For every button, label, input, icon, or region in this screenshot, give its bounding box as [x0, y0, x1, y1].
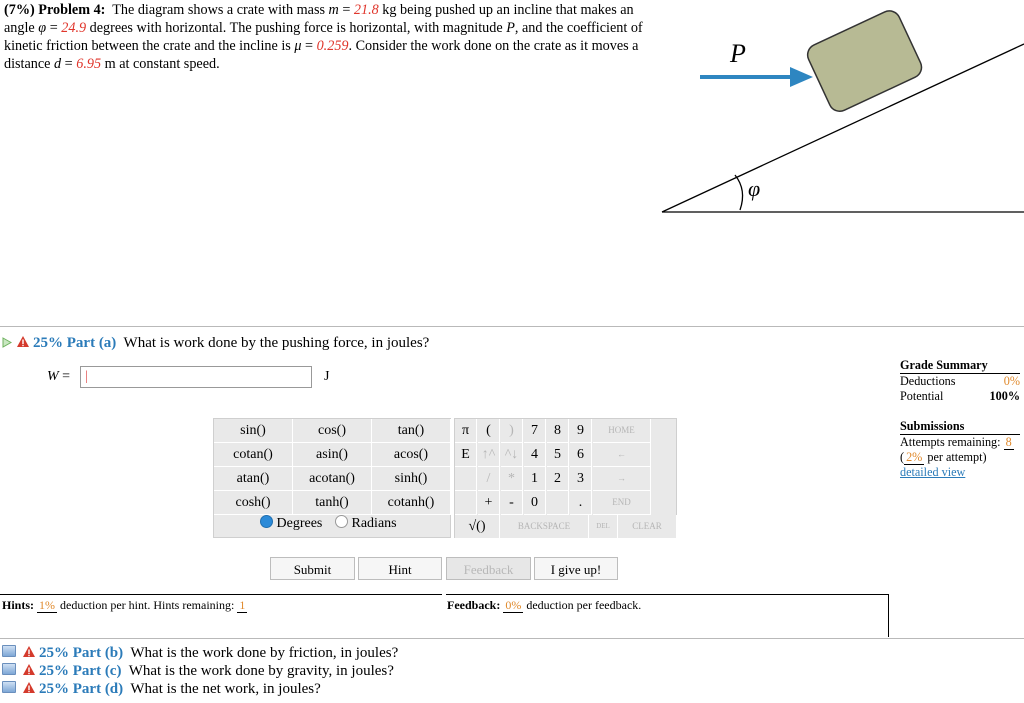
delete-key[interactable]: DEL — [589, 515, 618, 539]
answer-variable — [47, 369, 70, 385]
problem-text: kg being pushed up an incline that makes an angle — [4, 2, 634, 36]
variable-symbol: W — [47, 369, 59, 384]
radians-option[interactable] — [335, 515, 397, 532]
attempts-label: Attempts remaining: — [900, 435, 1001, 449]
problem-text: m at constant speed. — [101, 56, 220, 72]
sqrt-key[interactable]: √() — [455, 515, 500, 539]
part-label: Part (d) — [72, 681, 124, 697]
potential-value: 100% — [989, 389, 1020, 403]
per-attempt-text: per attempt) — [927, 450, 987, 464]
keypad-key[interactable]: 4 — [524, 443, 546, 467]
other-parts-list — [2, 645, 398, 699]
keypad-key[interactable]: ← — [593, 443, 651, 467]
part-a-percent: 25% — [33, 335, 63, 351]
force-arrow-head — [790, 67, 813, 87]
keypad-key[interactable]: - — [501, 491, 523, 515]
function-key[interactable]: sin() — [214, 419, 293, 443]
function-key[interactable]: atan() — [214, 467, 293, 491]
part-percent: 25% — [39, 645, 69, 661]
answer-unit: J — [324, 369, 330, 384]
feedback-label: Feedback: — [447, 598, 501, 612]
clear-key[interactable]: CLEAR — [618, 515, 677, 539]
problem-text: The diagram shows a crate with mass — [112, 2, 329, 18]
friction-value: 0.259 — [316, 38, 349, 54]
keypad-key — [547, 491, 569, 515]
part-label: Part (c) — [72, 663, 122, 679]
hints-text: deduction per hint. Hints remaining: — [60, 598, 235, 612]
submit-button[interactable]: Submit — [270, 557, 355, 580]
distance-symbol: d — [54, 56, 62, 72]
deductions-value: 0% — [1003, 374, 1020, 388]
warning-icon — [16, 335, 30, 348]
mass-symbol: m — [328, 2, 339, 18]
feedback-info — [447, 598, 641, 613]
numeric-keypad — [454, 418, 677, 538]
degrees-label: Degrees — [276, 516, 323, 531]
keypad-key[interactable]: / — [478, 467, 500, 491]
hints-percent: 1% — [39, 598, 56, 612]
function-keypad — [213, 418, 451, 538]
potential-row — [900, 389, 1020, 404]
function-key[interactable]: cosh() — [214, 491, 293, 515]
degrees-option[interactable] — [260, 515, 322, 532]
keypad-key[interactable]: 9 — [570, 419, 592, 443]
divider — [0, 638, 1024, 639]
part-row[interactable] — [2, 645, 398, 662]
keypad-key[interactable]: END — [593, 491, 651, 515]
collapsed-part-icon[interactable] — [2, 681, 16, 693]
warning-icon — [22, 663, 36, 676]
feedback-button[interactable]: Feedback — [446, 557, 531, 580]
keypad-key[interactable]: 2 — [547, 467, 569, 491]
warning-icon — [22, 645, 36, 658]
keypad-key[interactable]: E — [455, 443, 477, 467]
incline-diagram — [655, 0, 1024, 225]
feedback-text: deduction per feedback. — [526, 598, 642, 612]
potential-label: Potential — [900, 389, 944, 403]
keypad-key[interactable]: 5 — [547, 443, 569, 467]
hints-info — [2, 598, 247, 613]
collapsed-part-icon[interactable] — [2, 663, 16, 675]
angle-value: 24.9 — [61, 20, 87, 36]
hints-remaining: 1 — [239, 598, 246, 612]
warning-icon — [22, 681, 36, 694]
function-key[interactable]: tanh() — [293, 491, 372, 515]
distance-value: 6.95 — [76, 56, 102, 72]
keypad-key[interactable]: → — [593, 467, 651, 491]
keypad-key[interactable]: ( — [478, 419, 500, 443]
keypad-key[interactable]: 3 — [570, 467, 592, 491]
deductions-row — [900, 374, 1020, 389]
degrees-radio[interactable] — [260, 515, 273, 528]
part-label: Part (b) — [72, 645, 124, 661]
part-question: What is the net work, in joules? — [130, 681, 321, 697]
part-a-question: What is work done by the pushing force, in joules? — [123, 335, 430, 351]
function-key[interactable]: acos() — [372, 443, 451, 467]
divider — [0, 326, 1024, 327]
angle-arc — [735, 175, 743, 210]
problem-heading: (7%) Problem 4: — [4, 2, 106, 18]
per-attempt-percent: 2% — [906, 450, 923, 464]
function-key[interactable]: cos() — [293, 419, 372, 443]
function-key[interactable]: sinh() — [372, 467, 451, 491]
expand-arrow-icon[interactable] — [2, 337, 12, 348]
part-question: What is the work done by gravity, in joules? — [128, 663, 394, 679]
function-key[interactable]: asin() — [293, 443, 372, 467]
keypad-key[interactable]: 7 — [524, 419, 546, 443]
keypad-key[interactable]: + — [478, 491, 500, 515]
part-row[interactable] — [2, 663, 398, 680]
hints-divider — [0, 594, 442, 595]
part-percent: 25% — [39, 681, 69, 697]
grade-summary — [900, 358, 1020, 480]
problem-text: , and the coefficient of kinetic friction between the crate and the incline is — [4, 20, 643, 54]
keypad-key[interactable]: 8 — [547, 419, 569, 443]
grade-title-row — [900, 358, 1020, 374]
keypad-key[interactable]: * — [501, 467, 523, 491]
mass-value: 21.8 — [353, 2, 379, 18]
problem-text: . Consider the work done on the crate as it moves a distance — [4, 38, 639, 72]
attempts-row — [900, 435, 1020, 450]
keypad-key[interactable]: ↑^ — [478, 443, 500, 467]
hints-label: Hints: — [2, 598, 35, 612]
answer-input[interactable] — [80, 366, 312, 388]
attempts-value: 8 — [1005, 435, 1012, 449]
keypad-key[interactable]: 1 — [524, 467, 546, 491]
function-key[interactable]: acotan() — [293, 467, 372, 491]
radians-label: Radians — [351, 516, 397, 531]
force-label: P — [730, 39, 746, 68]
feedback-percent: 0% — [505, 598, 522, 612]
function-key[interactable]: cotanh() — [372, 491, 451, 515]
part-a-header[interactable] — [2, 335, 429, 352]
keypad-key[interactable]: 0 — [524, 491, 546, 515]
submissions-title-row — [900, 419, 1020, 435]
friction-symbol: μ — [294, 38, 302, 54]
keypad-key[interactable]: π — [455, 419, 477, 443]
problem-statement — [4, 1, 664, 73]
keypad-key — [455, 467, 477, 491]
equals-sign: = — [61, 56, 77, 72]
backspace-key[interactable]: BACKSPACE — [500, 515, 589, 539]
function-key[interactable]: cotan() — [214, 443, 293, 467]
equals-sign: = — [338, 2, 354, 18]
keypad-key — [455, 491, 477, 515]
part-question: What is the work done by friction, in joules? — [130, 645, 399, 661]
part-a-label: Part (a) — [66, 335, 117, 351]
force-symbol: P — [506, 20, 515, 36]
deductions-label: Deductions — [900, 374, 956, 388]
keypad-key[interactable]: HOME — [593, 419, 651, 443]
problem-text: degrees with horizontal. The pushing force is horizontal, with magnitude — [86, 20, 507, 36]
equals-sign: = — [301, 38, 317, 54]
function-key[interactable]: tan() — [372, 419, 451, 443]
equals-sign: = — [46, 20, 62, 36]
grade-title: Grade Summary — [900, 358, 988, 372]
keypad-key[interactable]: ) — [501, 419, 523, 443]
keypad-key[interactable]: ^↓ — [501, 443, 523, 467]
collapsed-part-icon[interactable] — [2, 645, 16, 657]
keypad-key[interactable]: 6 — [570, 443, 592, 467]
radians-radio[interactable] — [335, 515, 348, 528]
angle-label: φ — [748, 176, 761, 201]
keypad-key[interactable]: . — [570, 491, 592, 515]
angle-symbol: φ — [38, 20, 47, 36]
equals-sign: = — [58, 369, 71, 384]
submissions-title: Submissions — [900, 419, 965, 433]
part-percent: 25% — [39, 663, 69, 679]
give-up-button[interactable]: I give up! — [534, 557, 618, 580]
hint-button[interactable]: Hint — [358, 557, 442, 580]
part-row[interactable] — [2, 681, 398, 698]
detailed-view-link[interactable]: detailed view — [900, 465, 966, 479]
per-attempt-row: ( 2% per attempt) — [900, 450, 987, 464]
